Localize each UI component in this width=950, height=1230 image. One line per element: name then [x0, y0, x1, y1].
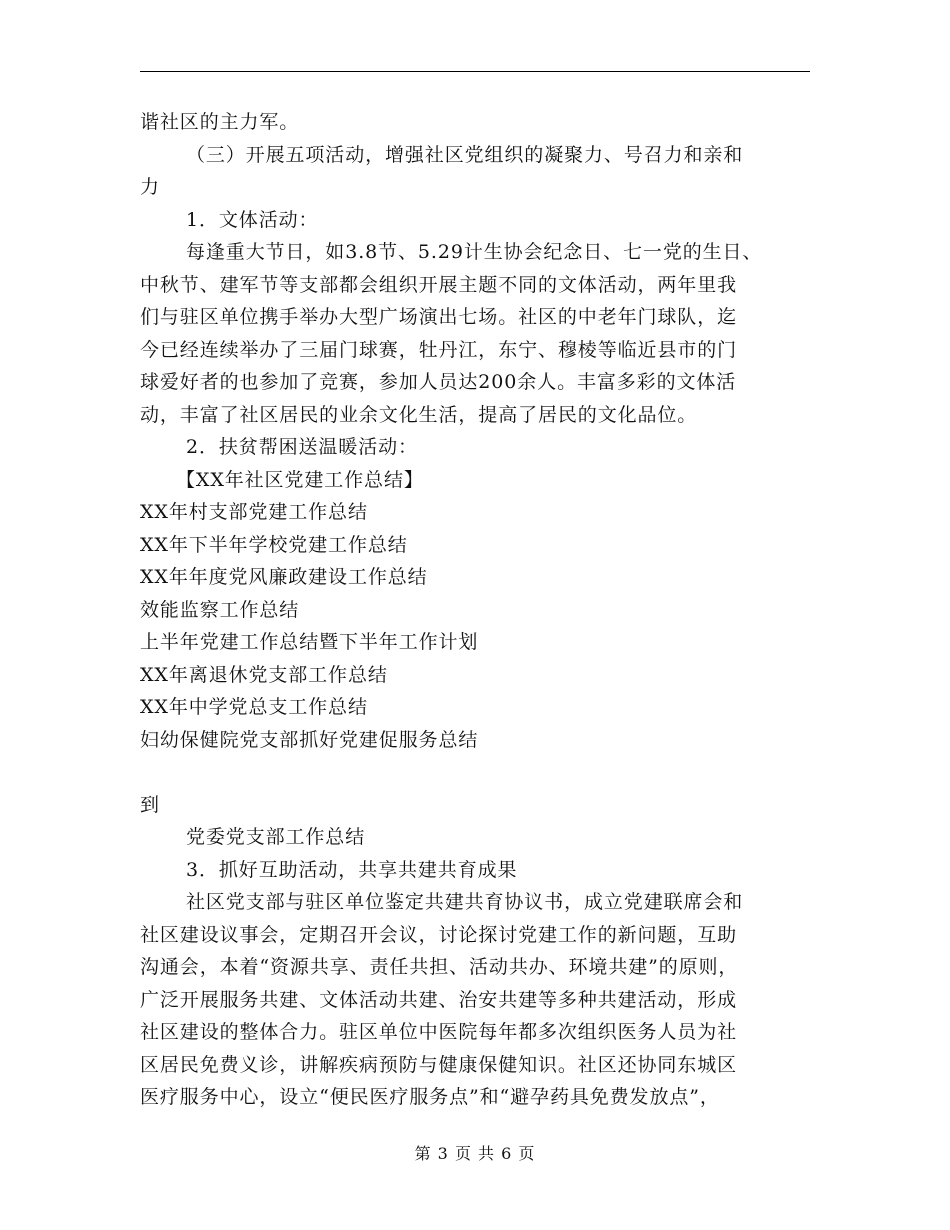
section-heading: （三）开展五项活动，增强社区党组织的凝聚力、号召力和亲和: [186, 143, 744, 166]
document-body: [140, 106, 812, 1114]
related-link[interactable]: XX年村支部党建工作总结: [140, 501, 368, 523]
related-link[interactable]: 妇幼保健院党支部抓好党建促服务总结: [140, 728, 479, 751]
text-line: 谐社区的主力军。: [140, 111, 300, 133]
related-title-link[interactable]: 【XX年社区党建工作总结】: [176, 468, 424, 491]
text-line: 力: [140, 176, 160, 198]
paragraph-line: 每逢重大节日，如3.8节、5.29计生协会纪念日、七一党的生日、: [186, 241, 763, 263]
related-link[interactable]: 上半年党建工作总结暨下半年工作计划: [140, 631, 479, 653]
paragraph-line: 医疗服务中心，设立“便民医疗服务点”和“避孕药具免费发放点”，: [140, 1086, 720, 1108]
blank-line: [140, 756, 812, 789]
paragraph-line: 中秋节、建军节等支部都会组织开展主题不同的文体活动，两年里我: [140, 273, 738, 296]
paragraph-line: 沟通会，本着“资源共享、责任共担、活动共办、环境共建”的原则，: [140, 956, 739, 978]
subsection-heading: 2．扶贫帮困送温暖活动：: [186, 436, 418, 458]
paragraph-line: 社区建设议事会，定期召开会议，讨论探讨党建工作的新问题，互助: [140, 923, 738, 946]
paragraph-line: 区居民免费义诊，讲解疾病预防与健康保健知识。社区还协同东城区: [140, 1053, 738, 1076]
paragraph-line: 们与驻区单位携手举办大型广场演出七场。社区的中老年门球队，迄: [140, 306, 738, 328]
page-number-footer: 第 3 页 共 6 页: [414, 1144, 536, 1163]
subsection-heading: 3．抓好互助活动，共享共建共育成果: [186, 858, 518, 881]
related-link[interactable]: XX年下半年学校党建工作总结: [140, 533, 408, 556]
subsection-heading: 1．文体活动：: [186, 208, 319, 231]
paragraph-line: 今已经连续举办了三届门球赛，牡丹江，东宁、穆棱等临近县市的门: [140, 338, 738, 361]
paragraph-line: 球爱好者的也参加了竞赛，参加人员达200余人。丰富多彩的文体活: [140, 371, 737, 393]
paragraph-line: 动，丰富了社区居民的业余文化生活，提高了居民的文化品位。: [140, 403, 698, 426]
related-link[interactable]: XX年年度党风廉政建设工作总结: [140, 566, 428, 588]
paragraph-line: 广泛开展服务共建、文体活动共建、治安共建等多种共建活动，形成: [140, 988, 738, 1011]
related-link[interactable]: XX年离退休党支部工作总结: [140, 663, 388, 686]
related-link[interactable]: 效能监察工作总结: [140, 598, 300, 621]
text-line: 到: [140, 793, 160, 816]
paragraph-line: 社区建设的整体合力。驻区单位中医院每年都多次组织医务人员为社: [140, 1021, 738, 1043]
related-link[interactable]: XX年中学党总支工作总结: [140, 696, 368, 718]
header-rule: [140, 71, 810, 72]
paragraph-line: 社区党支部与驻区单位鉴定共建共育协议书，成立党建联席会和: [186, 891, 744, 913]
related-link[interactable]: 党委党支部工作总结: [186, 826, 366, 848]
